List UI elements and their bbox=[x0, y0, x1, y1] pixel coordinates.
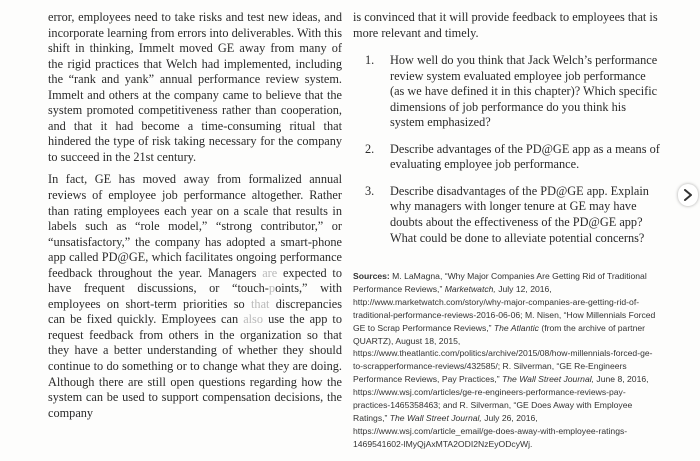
paragraph-text: use the app to request feedback from others in the organization so that they have a better understanding of whether they should continue to do something or to change what they are doing. Although there are still open questions regarding how the system can be used to support compensation decisions, the company bbox=[48, 312, 342, 420]
left-column bbox=[48, 10, 342, 421]
discussion-questions bbox=[353, 53, 661, 246]
paragraph-body-2 bbox=[48, 172, 342, 421]
source-text: July 12, 2016, http://www.marketwatch.com/story/why-major-companies-are-getting-rid-of-traditional-performance-reviews-2016-06-06; M. Nisen, “How Millennials Forced GE to Scrap Performance Reviews,” bbox=[353, 283, 656, 333]
question-text: How well do you think that Jack Welch’s performance review system evaluated employee job performance (as we have defined it in this chapter)? Which specific dimensions of job performance do you think his system emphasized? bbox=[390, 53, 658, 130]
faded-text: also bbox=[243, 312, 263, 327]
chevron-right-icon bbox=[683, 189, 693, 201]
publication-name: The Wall Street Journal, bbox=[502, 374, 595, 385]
question-number: 3. bbox=[365, 183, 375, 198]
publication-name: The Atlantic bbox=[493, 322, 539, 333]
continuation-text: is convinced that it will provide feedback to employees that is more relevant and timely. bbox=[353, 10, 658, 40]
question-number: 1. bbox=[365, 53, 375, 68]
question-item bbox=[353, 142, 661, 173]
paragraph-text: expected to have frequent discussions, or “touch- bbox=[48, 265, 342, 296]
question-text: Describe disadvantages of the PD@GE app. Explain why managers with longer tenure at GE may have doubts about the effectiveness of the PD@GE app? What could be done to alleviate potential concerns? bbox=[390, 183, 649, 245]
source-text: M. LaMagna, “Why Major Companies Are Getting Rid of Traditional Performance Reviews,” bbox=[353, 271, 647, 294]
source-text: July 26, 2016, https://www.wsj.com/article_email/ge-does-away-with-employee-ratings-1469541602-lMyQjAxMTA2ODI2NzEyODcyWj. bbox=[353, 412, 628, 449]
paragraph-text: discrepancies can be fixed quickly. Employees can bbox=[48, 296, 342, 327]
question-item bbox=[353, 184, 661, 246]
faded-text: that bbox=[251, 296, 270, 311]
faded-text: are bbox=[262, 265, 278, 280]
faded-text: p bbox=[268, 281, 276, 296]
sources-label: Sources: bbox=[353, 271, 390, 281]
publication-name: Marketwatch, bbox=[444, 283, 496, 294]
source-text: June 8, 2016, https://www.wsj.com/articles/ge-re-engineers-performance-reviews-pay-practices-1465358463; and R. Silverman, “GE Does Away with Employee Ratings,” bbox=[353, 374, 649, 423]
sources-note bbox=[353, 270, 662, 451]
next-page-button[interactable] bbox=[678, 184, 698, 206]
question-item bbox=[353, 53, 661, 131]
question-text: Describe advantages of the PD@GE app as a means of evaluating employee job performance. bbox=[390, 141, 660, 172]
right-column bbox=[353, 10, 661, 257]
question-number: 2. bbox=[365, 141, 375, 156]
source-text: (from the archive of partner QUARTZ), August 18, 2015, https://www.theatlantic.com/politics/archive/2015/08/how-millennials-forced-ge-to-scrapperformance-reviews/432585/; R. Silverman, “GE Re-Engineers Performance Reviews, Pay Practices,” bbox=[353, 322, 653, 385]
publication-name: The Wall Street Journal, bbox=[389, 412, 482, 423]
paragraph-text: In fact, GE has moved away from formalized annual reviews of employee job performance altogether. Rather than rating employees each year on a scale that results in labels such as “role model,” “strong contributor,” or “unsatisfactory,” the company has adopted a smart-phone app called PD@GE, which facilitates ongoing performance feedback throughout the year. Managers bbox=[48, 172, 342, 280]
paragraph-text: oints,” with employees on short-term priorities so bbox=[48, 281, 342, 311]
paragraph-body-1: error, employees need to take risks and test new ideas, and incorporate learning from errors into deliverables. With this shift in thinking, Immelt moved GE away from many of the rigid practices that Welch had implemented, including the “rank and yank” annual performance review system. Immelt and others at the company came to believe that the system promoted competitiveness rather than cooperation, and that it had become a time-consuming ritual that hindered the type of risk taking necessary for the company to succeed in the 21st century. bbox=[48, 10, 342, 164]
